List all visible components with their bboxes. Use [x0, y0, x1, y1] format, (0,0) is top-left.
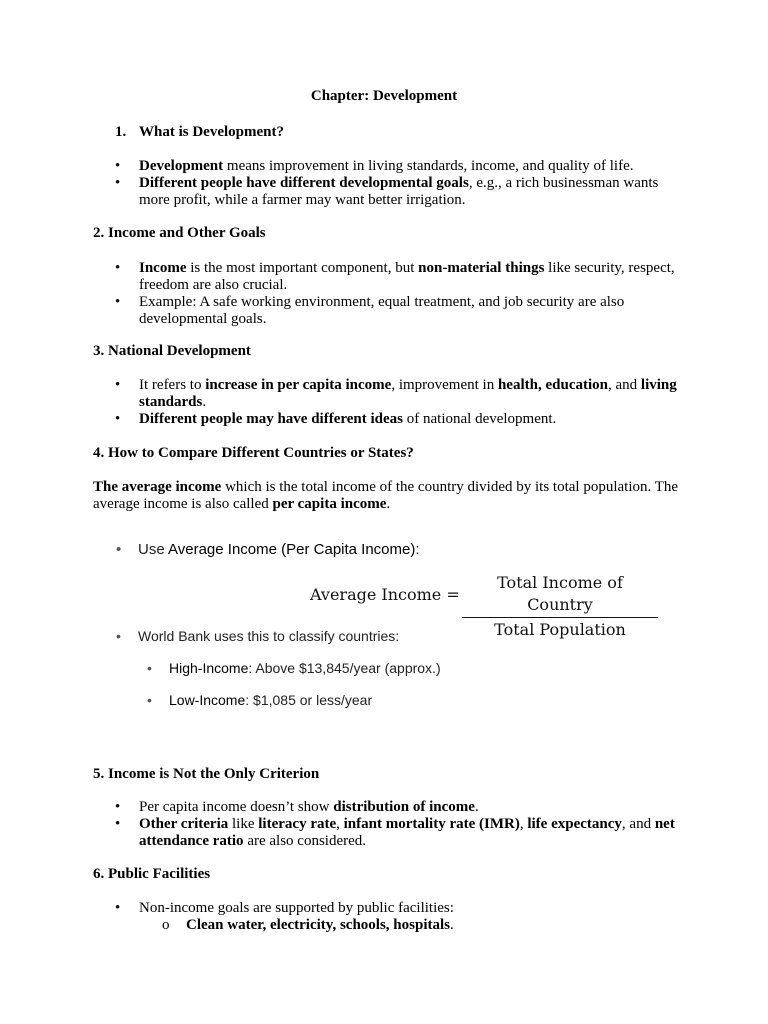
world-bank-item: • World Bank uses this to classify countries:: [116, 628, 400, 644]
list-item: • It refers to increase in per capita income, improvement in health, education, and living standards.: [113, 377, 688, 411]
section-2-list: [113, 260, 688, 328]
list-item: • Different people have different developmental goals, e.g., a rich businessman wants more profit, while a farmer may want better irrigation.: [113, 175, 688, 209]
list-item: • Other criteria like literacy rate, infant mortality rate (IMR), life expectancy, and net attendance ratio are also considered.: [113, 816, 688, 850]
bullet-icon: •: [116, 628, 121, 644]
section-5-heading: 5. Income is Not the Only Criterion: [93, 766, 320, 782]
section-1-heading: [115, 124, 284, 141]
section-5-list: [113, 799, 688, 850]
section-1-title: What is Development?: [139, 124, 284, 140]
list-item: • Example: A safe working environment, equal treatment, and job security are also developmental goals.: [113, 294, 688, 328]
section-4-heading: 4. How to Compare Different Countries or States?: [93, 445, 414, 461]
section-1-list: [113, 158, 688, 209]
bullet-icon: •: [147, 660, 152, 676]
formula-denominator: Total Population: [494, 620, 626, 639]
section-4-paragraph: The average income which is the total income of the country divided by its total population. The average income is also called per capita income.: [93, 479, 679, 512]
bullet-icon: •: [116, 541, 122, 558]
use-average-income-item: • Use Average Income (Per Capita Income):: [116, 541, 420, 558]
list-item: • Different people may have different ideas of national development.: [113, 411, 688, 428]
list-item: • Income is the most important component, but non-material things like security, respect, freedom are also crucial.: [113, 260, 688, 294]
formula-fraction: [462, 572, 658, 640]
section-2-heading: 2. Income and Other Goals: [93, 225, 266, 241]
formula-lhs: Average Income =: [310, 585, 460, 604]
average-income-formula: [310, 572, 670, 639]
section-6-heading: 6. Public Facilities: [93, 866, 211, 882]
list-item: • Development means improvement in living standards, income, and quality of life.: [113, 158, 688, 175]
section-6-sub-item: o Clean water, electricity, schools, hospitals.: [162, 917, 454, 933]
low-income-item: • Low-Income: $1,085 or less/year: [147, 692, 373, 708]
list-item: • Non-income goals are supported by public facilities:: [113, 900, 688, 917]
sub-bullet-marker: o: [162, 917, 170, 933]
section-6-list: [113, 900, 688, 917]
bullet-icon: •: [147, 692, 152, 708]
fraction-bar: [462, 617, 658, 618]
section-3-heading: 3. National Development: [93, 343, 251, 359]
section-3-list: [113, 377, 688, 428]
page-title: Chapter: Development: [310, 88, 458, 104]
section-1-number: 1.: [115, 124, 127, 140]
high-income-item: • High-Income: Above $13,845/year (approx.): [147, 660, 441, 676]
formula-numerator: Total Income of Country: [497, 573, 623, 614]
list-item: • Per capita income doesn’t show distribution of income.: [113, 799, 688, 816]
